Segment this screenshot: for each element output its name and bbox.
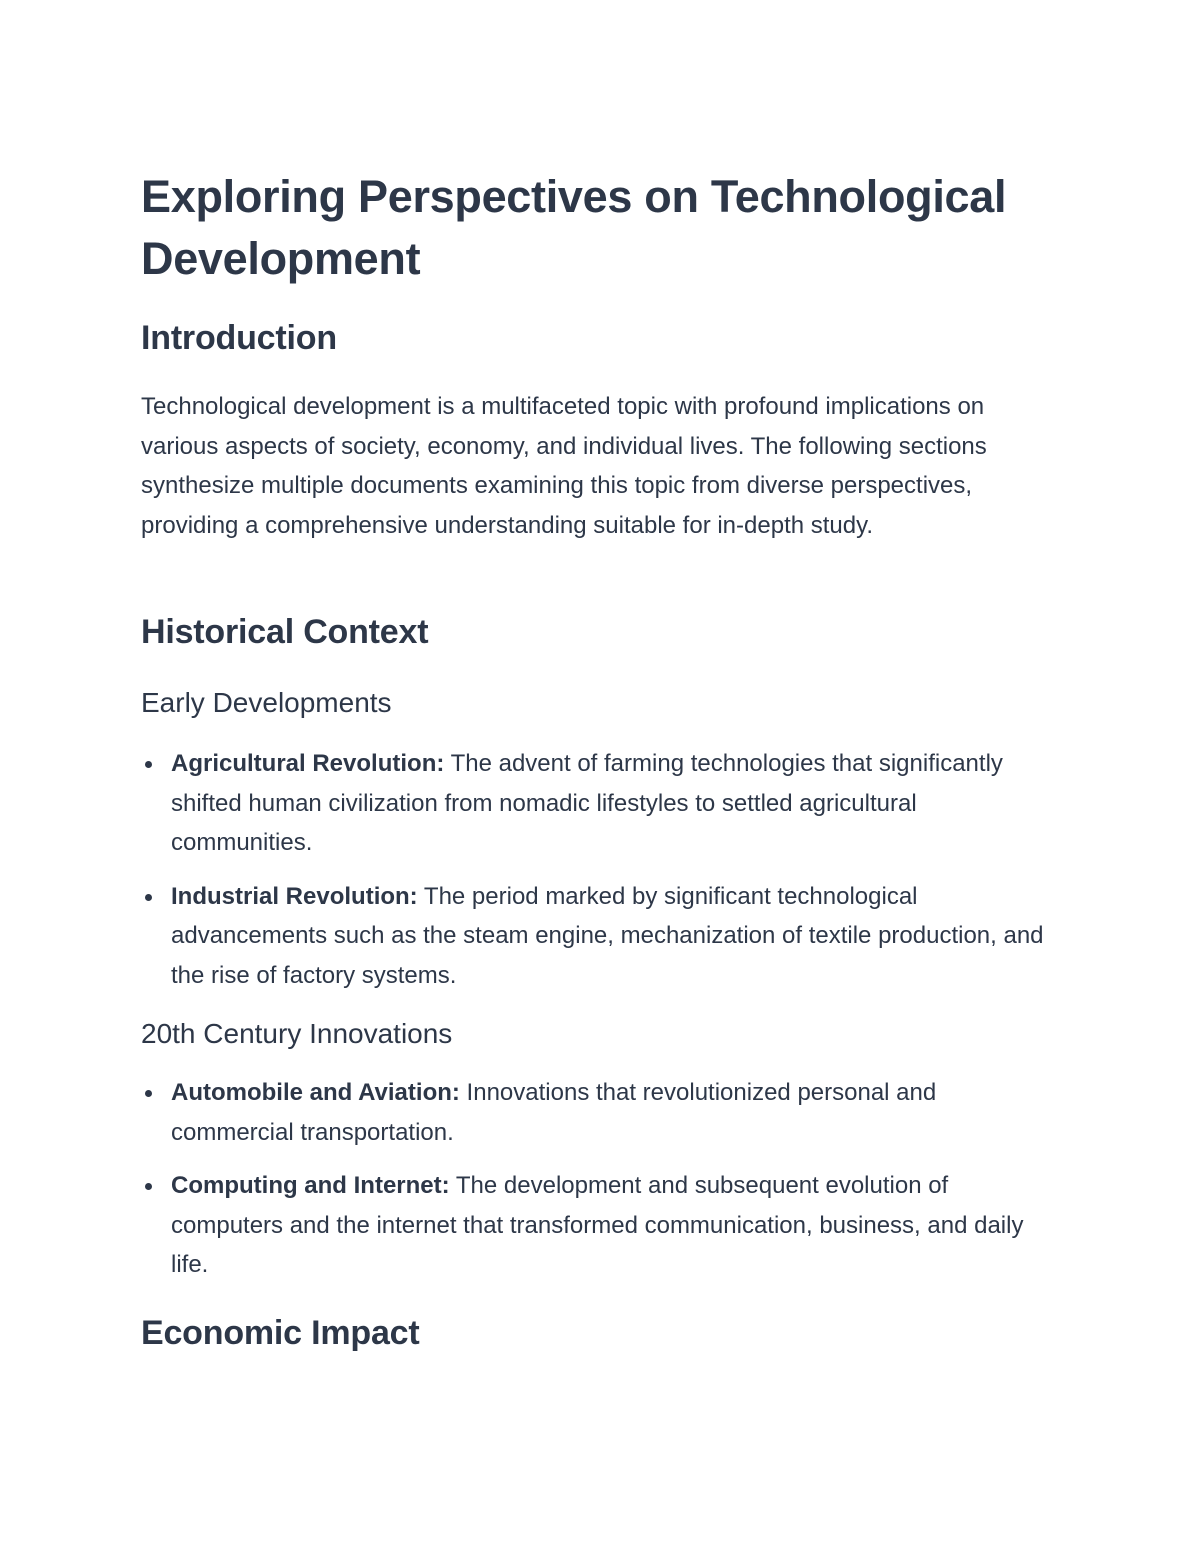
list-item-term: Agricultural Revolution:: [171, 750, 445, 777]
heading-early-developments: Early Developments: [141, 687, 392, 718]
list-item: [141, 877, 1061, 996]
bullet-icon: [145, 1183, 152, 1190]
list-item-text: The period marked by significant technological advancements such as the steam engine, mechanization of textile production, and the rise of factory systems.: [171, 882, 1044, 989]
heading-20th-century-innovations: 20th Century Innovations: [141, 1018, 453, 1049]
list-item-term: Automobile and Aviation:: [171, 1079, 460, 1106]
bullet-icon: [145, 761, 152, 768]
list-item-term: Computing and Internet:: [171, 1172, 450, 1199]
bullet-icon: [145, 1090, 152, 1097]
page-title: Exploring Perspectives on Technological Development: [141, 171, 1007, 284]
list-item: [141, 744, 1061, 863]
twentieth-century-list: [141, 1073, 1061, 1299]
list-item-term: Industrial Revolution:: [171, 882, 418, 910]
bullet-icon: [145, 894, 152, 901]
heading-introduction: Introduction: [141, 319, 337, 357]
heading-historical-context: Historical Context: [141, 613, 429, 651]
list-item: [141, 1073, 1061, 1152]
heading-economic-impact: Economic Impact: [141, 1314, 420, 1352]
list-item: [141, 1166, 1061, 1285]
list-item-text: The advent of farming technologies that significantly shifted human civilization from nomadic lifestyles to settled agricultural communities.: [171, 750, 1003, 856]
introduction-paragraph: Technological development is a multifaceted topic with profound implications on various aspects of society, economy, and individual lives. The following sections synthesize multiple documents examining this topic from diverse perspectives, providing a comprehensive understanding suitable for in-depth study.: [141, 393, 987, 539]
list-item-text: The development and subsequent evolution of computers and the internet that transformed communication, business, and daily life.: [171, 1172, 1024, 1278]
early-developments-list: [141, 744, 1061, 1009]
list-item-text: Innovations that revolutionized personal and commercial transportation.: [171, 1079, 937, 1146]
